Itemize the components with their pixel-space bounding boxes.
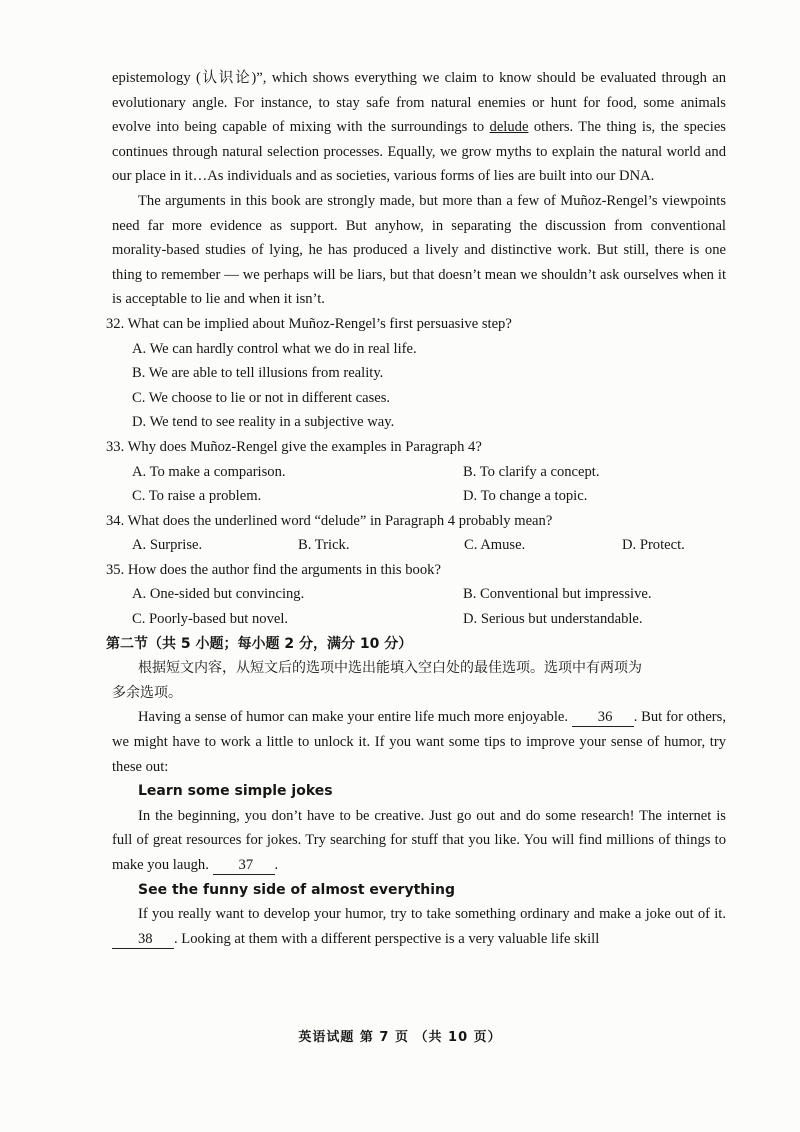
blank-36[interactable]: 36 xyxy=(572,709,634,727)
question-32-option-a[interactable]: A. We can hardly control what we do in real life. xyxy=(132,340,417,357)
blank-38[interactable]: 38 xyxy=(112,931,174,949)
question-32-option-d[interactable]: D. We tend to see reality in a subjective way. xyxy=(132,414,395,431)
question-33-options-row-1 xyxy=(132,460,726,485)
question-35-option-d[interactable]: D. Serious but understandable. xyxy=(463,611,643,628)
passage-paragraph-2: The arguments in this book are strongly made, but more than a few of Muñoz-Rengel’s viewpoints need far more evidence as support. But anyhow, in separating the discussion from conventional morality-based studies of lying, he has produced a lively and distinctive work. But still, there is one thing to remember — we perhaps will be liars, but that doesn’t mean we shouldn’t ask ourselves when it is acceptable to lie and when it isn’t. xyxy=(112,192,726,308)
question-34-options-row xyxy=(132,533,726,558)
question-33-option-b[interactable]: B. To clarify a concept. xyxy=(463,463,600,480)
section-2-instruction: 根据短文内容，从短文后的选项中选出能填入空白处的最佳选项。选项中有两项为 xyxy=(138,660,642,677)
question-34-option-c[interactable]: C. Amuse. xyxy=(464,537,526,554)
page-content xyxy=(106,66,726,951)
section-2-instruction-cont: 多余选项。 xyxy=(112,684,182,701)
question-35-option-b[interactable]: B. Conventional but impressive. xyxy=(463,586,652,603)
question-33-option-a[interactable]: A. To make a comparison. xyxy=(132,463,286,480)
humor-paragraph-2: In the beginning, you don’t have to be creative. Just go out and do some research! The internet is full of great resources for jokes. Try searching for stuff that you like. You will find millions of things to make you laugh. 37 . xyxy=(112,807,726,873)
question-33-option-c[interactable]: C. To raise a problem. xyxy=(132,488,262,505)
question-35-options-row-2 xyxy=(132,607,726,632)
subheading-learn-jokes: Learn some simple jokes xyxy=(138,783,333,800)
question-33-option-d[interactable]: D. To change a topic. xyxy=(463,488,588,505)
page-footer: 英语试题 第 7 页 （共 10 页） xyxy=(298,1030,502,1045)
question-34-option-a[interactable]: A. Surprise. xyxy=(132,537,203,554)
question-32-option-c[interactable]: C. We choose to lie or not in different cases. xyxy=(132,389,391,406)
question-32-option-b[interactable]: B. We are able to tell illusions from reality. xyxy=(132,365,384,382)
question-35-options-row-1 xyxy=(132,582,726,607)
question-34-stem: 34. What does the underlined word “delude” in Paragraph 4 probably mean? xyxy=(106,512,553,529)
question-32-stem: 32. What can be implied about Muñoz-Rengel’s first persuasive step? xyxy=(106,315,512,332)
question-33-options-row-2 xyxy=(132,484,726,509)
question-34-option-b[interactable]: B. Trick. xyxy=(298,537,350,554)
passage-paragraph-1: epistemology (认识论)”, which shows everything we claim to know should be evaluated through an evolutionary angle. For instance, to stay safe from natural enemies or hunt for food, some animals evolve into being capable of mixing with the surroundings to delude others. The thing is, the species continues through natural selection processes. Equally, we grow myths to explain the natural world and our place in it…As individuals and as societies, various forms of lies are built into our DNA. xyxy=(112,70,726,185)
question-35-stem: 35. How does the author find the arguments in this book? xyxy=(106,561,441,578)
question-33-stem: 33. Why does Muñoz-Rengel give the examples in Paragraph 4? xyxy=(106,438,482,455)
underlined-word-delude: delude xyxy=(489,119,529,136)
humor-paragraph-3: If you really want to develop your humor, try to take something ordinary and make a joke out of it. 38 . Looking at them with a different perspective is a very valuable life skill xyxy=(112,902,726,951)
blank-37[interactable]: 37 xyxy=(213,857,275,875)
section-2-heading: 第二节（共 5 小题；每小题 2 分，满分 10 分） xyxy=(106,635,413,652)
question-35-option-c[interactable]: C. Poorly-based but novel. xyxy=(132,611,289,628)
question-35-option-a[interactable]: A. One-sided but convincing. xyxy=(132,586,305,603)
humor-paragraph-1: Having a sense of humor can make your entire life much more enjoyable. 36 . But for others, we might have to work a little to unlock it. If you want some tips to improve your sense of humor, try these out: xyxy=(112,709,726,775)
subheading-funny-side: See the funny side of almost everything xyxy=(138,881,456,898)
question-34-option-d[interactable]: D. Protect. xyxy=(622,537,685,554)
